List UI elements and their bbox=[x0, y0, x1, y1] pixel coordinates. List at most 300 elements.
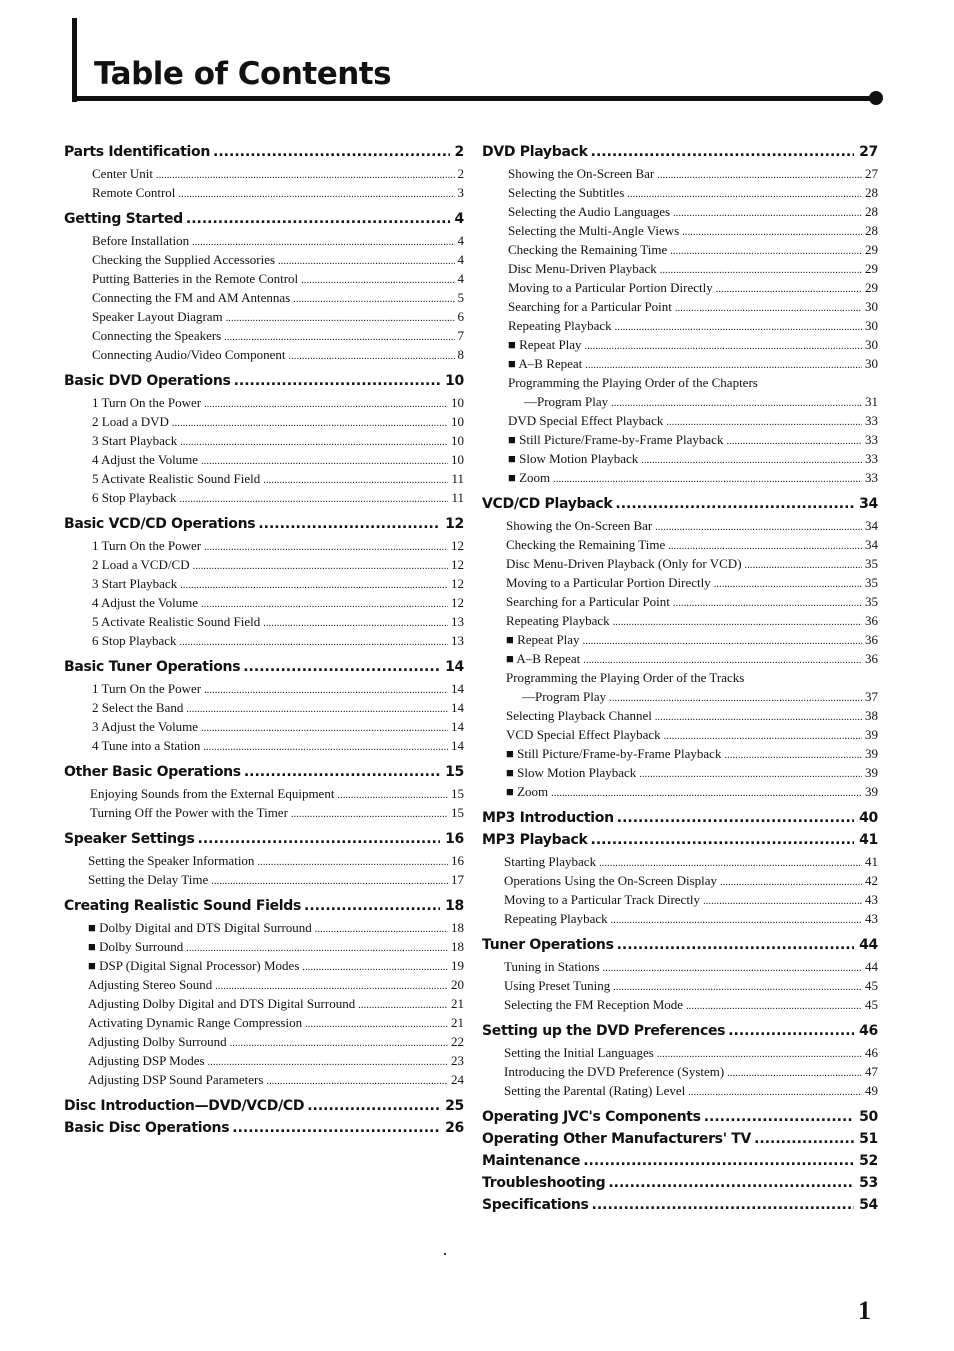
entry-title: Adjusting Stereo Sound bbox=[88, 977, 213, 992]
toc-entry[interactable] bbox=[64, 395, 464, 414]
toc-entry[interactable] bbox=[64, 939, 464, 958]
toc-section bbox=[482, 937, 878, 1016]
entry-title: Enjoying Sounds from the External Equipment bbox=[90, 786, 335, 801]
toc-entry[interactable] bbox=[482, 1064, 878, 1083]
toc-entry[interactable] bbox=[64, 1072, 464, 1091]
entry-title: 4 Adjust the Volume bbox=[92, 452, 199, 467]
dot-leader bbox=[615, 496, 854, 512]
section-gap bbox=[64, 652, 464, 659]
page-speck bbox=[444, 1253, 446, 1255]
toc-entry[interactable] bbox=[64, 958, 464, 977]
dot-leader bbox=[603, 963, 862, 974]
toc-entry[interactable] bbox=[482, 594, 878, 613]
toc-entry[interactable] bbox=[482, 204, 878, 223]
section-title: Speaker Settings bbox=[64, 831, 195, 847]
toc-entry[interactable] bbox=[64, 233, 464, 252]
entry-page-number: 34 bbox=[865, 537, 878, 552]
entry-page-number: 36 bbox=[865, 651, 878, 666]
entry-title: Checking the Supplied Accessories bbox=[92, 252, 276, 267]
toc-entry[interactable] bbox=[482, 261, 878, 280]
entry-page-number: 44 bbox=[865, 959, 878, 974]
dot-leader bbox=[266, 1076, 448, 1087]
toc-entry[interactable] bbox=[482, 413, 878, 432]
toc-entry[interactable] bbox=[482, 1083, 878, 1102]
entry-title: VCD Special Effect Playback bbox=[506, 727, 661, 742]
toc-section bbox=[64, 1120, 464, 1142]
entry-page-number: 43 bbox=[865, 911, 878, 926]
entry-title: Selecting Playback Channel bbox=[506, 708, 652, 723]
dot-leader bbox=[716, 284, 862, 295]
section-heading[interactable] bbox=[482, 1197, 878, 1219]
dot-leader bbox=[673, 208, 862, 219]
section-heading[interactable] bbox=[64, 764, 464, 786]
toc-entry[interactable] bbox=[482, 784, 878, 803]
dot-leader bbox=[724, 750, 862, 761]
toc-section bbox=[64, 898, 464, 1091]
entry-title: Selecting the Multi-Angle Views bbox=[508, 223, 680, 238]
section-page-number: 41 bbox=[859, 832, 878, 848]
dot-leader bbox=[201, 456, 448, 467]
toc-entry[interactable] bbox=[482, 670, 878, 689]
section-heading[interactable] bbox=[64, 659, 464, 681]
section-heading[interactable] bbox=[64, 373, 464, 395]
dot-leader bbox=[727, 1068, 862, 1079]
toc-entry[interactable] bbox=[482, 746, 878, 765]
dot-leader bbox=[615, 322, 862, 333]
toc-entry[interactable] bbox=[64, 738, 464, 757]
entry-page-number: 33 bbox=[865, 413, 878, 428]
section-page-number: 26 bbox=[445, 1120, 464, 1136]
toc-entry[interactable] bbox=[482, 166, 878, 185]
dot-leader bbox=[234, 373, 441, 389]
entry-page-number: 10 bbox=[451, 395, 464, 410]
entry-title: Adjusting Dolby Surround bbox=[88, 1034, 227, 1049]
section-heading[interactable] bbox=[64, 831, 464, 853]
toc-entry[interactable] bbox=[64, 471, 464, 490]
entry-title: Connecting the Speakers bbox=[92, 328, 222, 343]
section-heading[interactable] bbox=[64, 211, 464, 233]
toc-entry[interactable] bbox=[482, 727, 878, 746]
toc-entry[interactable] bbox=[482, 651, 878, 670]
section-page-number: 34 bbox=[859, 496, 878, 512]
toc-section bbox=[64, 764, 464, 824]
toc-section bbox=[482, 1197, 878, 1219]
toc-entry[interactable] bbox=[482, 765, 878, 784]
section-heading[interactable] bbox=[64, 1098, 464, 1120]
dot-leader bbox=[186, 211, 450, 227]
toc-entry[interactable] bbox=[482, 556, 878, 575]
toc-entry[interactable] bbox=[64, 872, 464, 891]
toc-entry[interactable] bbox=[64, 252, 464, 271]
toc-entry[interactable] bbox=[64, 309, 464, 328]
dot-leader bbox=[278, 256, 454, 267]
entry-title: 2 Load a VCD/CD bbox=[92, 557, 190, 572]
dot-leader bbox=[243, 659, 440, 675]
dot-leader bbox=[201, 599, 448, 610]
entry-page-number: 29 bbox=[865, 280, 878, 295]
entry-page-number: 43 bbox=[865, 892, 878, 907]
entry-page-number: 39 bbox=[865, 727, 878, 742]
entry-page-number: 34 bbox=[865, 518, 878, 533]
section-gap bbox=[64, 824, 464, 831]
toc-entry[interactable] bbox=[64, 290, 464, 309]
toc-entry[interactable] bbox=[482, 873, 878, 892]
section-gap bbox=[482, 930, 878, 937]
dot-leader bbox=[704, 1109, 854, 1125]
toc-entry[interactable] bbox=[64, 433, 464, 452]
entry-title: 5 Activate Realistic Sound Field bbox=[92, 614, 261, 629]
toc-entry[interactable] bbox=[482, 185, 878, 204]
toc-section bbox=[482, 810, 878, 832]
entry-page-number: 7 bbox=[457, 328, 464, 343]
toc-entry[interactable] bbox=[64, 414, 464, 433]
dot-leader bbox=[592, 1197, 855, 1213]
dot-leader bbox=[304, 898, 440, 914]
entry-title: Activating Dynamic Range Compression bbox=[88, 1015, 303, 1030]
toc-entry[interactable] bbox=[482, 892, 878, 911]
entry-title: Moving to a Particular Track Directly bbox=[504, 892, 701, 907]
dot-leader bbox=[305, 1019, 448, 1030]
dot-leader bbox=[655, 712, 862, 723]
toc-entry[interactable] bbox=[482, 318, 878, 337]
dot-leader bbox=[728, 1023, 854, 1039]
dot-leader bbox=[192, 237, 454, 248]
entry-title: DVD Special Effect Playback bbox=[508, 413, 664, 428]
entry-title: Disc Menu-Driven Playback bbox=[508, 261, 657, 276]
toc-entry[interactable] bbox=[482, 978, 878, 997]
toc-entry[interactable] bbox=[64, 786, 464, 805]
dot-leader bbox=[211, 876, 448, 887]
entry-page-number: 10 bbox=[451, 414, 464, 429]
entry-page-number: 30 bbox=[865, 356, 878, 371]
dot-leader bbox=[213, 144, 450, 160]
toc-entry[interactable] bbox=[482, 689, 878, 708]
entry-title: Starting Playback bbox=[504, 854, 597, 869]
toc-entry[interactable] bbox=[64, 490, 464, 509]
toc-entry[interactable] bbox=[64, 185, 464, 204]
toc-entry[interactable] bbox=[64, 271, 464, 290]
toc-entry[interactable] bbox=[482, 575, 878, 594]
dot-leader bbox=[198, 831, 441, 847]
entry-title: Setting the Parental (Rating) Level bbox=[504, 1083, 686, 1098]
toc-section bbox=[482, 1131, 878, 1153]
section-heading[interactable] bbox=[64, 1120, 464, 1142]
toc-entry[interactable] bbox=[64, 633, 464, 652]
section-gap bbox=[482, 803, 878, 810]
dot-leader bbox=[358, 1000, 448, 1011]
entry-page-number: 8 bbox=[457, 347, 464, 362]
section-gap bbox=[64, 1091, 464, 1098]
dot-leader bbox=[258, 516, 440, 532]
toc-entry[interactable] bbox=[64, 681, 464, 700]
entry-title: 1 Turn On the Power bbox=[92, 395, 202, 410]
section-gap bbox=[64, 204, 464, 211]
toc-section bbox=[64, 144, 464, 204]
section-heading[interactable] bbox=[482, 1131, 878, 1153]
dot-leader bbox=[714, 579, 862, 590]
toc-entry[interactable] bbox=[482, 470, 878, 489]
toc-section bbox=[482, 1023, 878, 1102]
section-title: Other Basic Operations bbox=[64, 764, 241, 780]
dot-leader bbox=[591, 832, 855, 848]
dot-leader bbox=[613, 982, 862, 993]
entry-title: Before Installation bbox=[92, 233, 190, 248]
toc-entry[interactable] bbox=[482, 854, 878, 873]
section-page-number: 54 bbox=[859, 1197, 878, 1213]
entry-page-number: 30 bbox=[865, 318, 878, 333]
entry-page-number: 15 bbox=[451, 786, 464, 801]
entry-title: 3 Start Playback bbox=[92, 433, 178, 448]
toc-entry[interactable] bbox=[64, 977, 464, 996]
entry-page-number: 14 bbox=[451, 700, 464, 715]
section-title: Operating JVC's Components bbox=[482, 1109, 701, 1125]
section-heading[interactable] bbox=[482, 1175, 878, 1197]
entry-title: Selecting the FM Reception Mode bbox=[504, 997, 684, 1012]
toc-entry[interactable] bbox=[64, 920, 464, 939]
toc-entry[interactable] bbox=[482, 537, 878, 556]
entry-title: ■ A–B Repeat bbox=[506, 651, 581, 666]
section-title: DVD Playback bbox=[482, 144, 588, 160]
entry-page-number: 33 bbox=[865, 451, 878, 466]
section-heading[interactable] bbox=[64, 516, 464, 538]
section-page-number: 12 bbox=[445, 516, 464, 532]
entry-page-number: 39 bbox=[865, 784, 878, 799]
entry-page-number: 11 bbox=[451, 490, 464, 505]
entry-title: ■ Dolby Digital and DTS Digital Surround bbox=[88, 920, 312, 935]
dot-leader bbox=[180, 437, 448, 448]
dot-leader bbox=[307, 1098, 440, 1114]
toc-entry[interactable] bbox=[64, 1015, 464, 1034]
entry-page-number: 39 bbox=[865, 746, 878, 761]
entry-title: Moving to a Particular Portion Directly bbox=[506, 575, 711, 590]
section-heading[interactable] bbox=[482, 937, 878, 959]
entry-title: Introducing the DVD Preference (System) bbox=[504, 1064, 725, 1079]
entry-page-number: 11 bbox=[451, 471, 464, 486]
section-page-number: 15 bbox=[445, 764, 464, 780]
toc-entry[interactable] bbox=[64, 595, 464, 614]
section-page-number: 25 bbox=[445, 1098, 464, 1114]
dot-leader bbox=[232, 1120, 440, 1136]
entry-page-number: 35 bbox=[865, 575, 878, 590]
entry-title: —Program Play bbox=[524, 394, 609, 409]
section-heading[interactable] bbox=[64, 898, 464, 920]
entry-page-number: 13 bbox=[451, 633, 464, 648]
toc-entry[interactable] bbox=[482, 223, 878, 242]
toc-entry[interactable] bbox=[64, 805, 464, 824]
dot-leader bbox=[655, 522, 862, 533]
dot-leader bbox=[553, 474, 862, 485]
toc-entry[interactable] bbox=[482, 356, 878, 375]
toc-entry[interactable] bbox=[64, 166, 464, 185]
section-page-number: 40 bbox=[859, 810, 878, 826]
section-page-number: 46 bbox=[859, 1023, 878, 1039]
section-heading[interactable] bbox=[482, 496, 878, 518]
toc-right-column bbox=[482, 144, 878, 1219]
dot-leader bbox=[585, 360, 862, 371]
entry-title: Moving to a Particular Portion Directly bbox=[508, 280, 713, 295]
page-number: 1 bbox=[858, 1296, 871, 1325]
entry-page-number: 29 bbox=[865, 261, 878, 276]
dot-leader bbox=[641, 455, 862, 466]
dot-leader bbox=[611, 915, 862, 926]
entry-page-number: 12 bbox=[451, 595, 464, 610]
section-heading[interactable] bbox=[482, 1153, 878, 1175]
entry-title: 4 Adjust the Volume bbox=[92, 595, 199, 610]
entry-title: Showing the On-Screen Bar bbox=[506, 518, 653, 533]
entry-title: 1 Turn On the Power bbox=[92, 681, 202, 696]
toc-left-column bbox=[64, 144, 464, 1142]
page-title: Table of Contents bbox=[94, 56, 392, 92]
dot-leader bbox=[186, 943, 448, 954]
entry-page-number: 13 bbox=[451, 614, 464, 629]
section-gap bbox=[64, 891, 464, 898]
toc-section bbox=[64, 1098, 464, 1120]
toc-entry[interactable] bbox=[482, 394, 878, 413]
entry-title: Programming the Playing Order of the Tracks bbox=[506, 670, 745, 685]
dot-leader bbox=[745, 560, 862, 571]
dot-leader bbox=[178, 189, 454, 200]
entry-title: ■ Repeat Play bbox=[506, 632, 580, 647]
toc-entry[interactable] bbox=[64, 700, 464, 719]
toc-section bbox=[64, 659, 464, 757]
entry-title: Searching for a Particular Point bbox=[506, 594, 670, 609]
entry-title: Connecting Audio/Video Component bbox=[92, 347, 286, 362]
toc-entry[interactable] bbox=[64, 996, 464, 1015]
dot-leader bbox=[230, 1038, 448, 1049]
dot-leader bbox=[599, 858, 862, 869]
toc-entry[interactable] bbox=[482, 1045, 878, 1064]
dot-leader bbox=[302, 962, 448, 973]
toc-entry[interactable] bbox=[482, 299, 878, 318]
entry-page-number: 37 bbox=[865, 689, 878, 704]
entry-page-number: 36 bbox=[865, 613, 878, 628]
section-heading[interactable] bbox=[64, 144, 464, 166]
entry-page-number: 17 bbox=[451, 872, 464, 887]
entry-title: ■ Still Picture/Frame-by-Frame Playback bbox=[506, 746, 722, 761]
toc-entry[interactable] bbox=[64, 1034, 464, 1053]
dot-leader bbox=[617, 810, 854, 826]
section-title: Basic VCD/CD Operations bbox=[64, 516, 256, 532]
section-page-number: 50 bbox=[859, 1109, 878, 1125]
entry-title: Speaker Layout Diagram bbox=[92, 309, 223, 324]
dot-leader bbox=[204, 685, 448, 696]
entry-title: —Program Play bbox=[522, 689, 607, 704]
entry-title: Center Unit bbox=[92, 166, 154, 181]
entry-page-number: 22 bbox=[451, 1034, 464, 1049]
toc-section bbox=[482, 144, 878, 489]
toc-section bbox=[482, 1175, 878, 1197]
toc-entry[interactable] bbox=[482, 242, 878, 261]
toc-entry[interactable] bbox=[482, 432, 878, 451]
section-title: Getting Started bbox=[64, 211, 183, 227]
toc-entry[interactable] bbox=[482, 280, 878, 299]
toc-entry[interactable] bbox=[64, 538, 464, 557]
entry-page-number: 12 bbox=[451, 576, 464, 591]
section-title: Basic Disc Operations bbox=[64, 1120, 230, 1136]
section-heading[interactable] bbox=[482, 1023, 878, 1045]
entry-title: Repeating Playback bbox=[508, 318, 612, 333]
section-heading[interactable] bbox=[482, 810, 878, 832]
toc-entry[interactable] bbox=[482, 708, 878, 727]
section-gap bbox=[64, 509, 464, 516]
toc-entry[interactable] bbox=[64, 328, 464, 347]
toc-entry[interactable] bbox=[64, 853, 464, 872]
entry-title: Tuning in Stations bbox=[504, 959, 600, 974]
section-page-number: 2 bbox=[454, 144, 464, 160]
entry-page-number: 29 bbox=[865, 242, 878, 257]
toc-entry[interactable] bbox=[64, 719, 464, 738]
dot-leader bbox=[301, 275, 454, 286]
toc-entry[interactable] bbox=[64, 452, 464, 471]
entry-title: Setting the Initial Languages bbox=[504, 1045, 654, 1060]
dot-leader bbox=[288, 351, 454, 362]
section-heading[interactable] bbox=[482, 832, 878, 854]
section-page-number: 4 bbox=[454, 211, 464, 227]
toc-entry[interactable] bbox=[482, 451, 878, 470]
dot-leader bbox=[703, 896, 862, 907]
dot-leader bbox=[583, 655, 862, 666]
toc-entry[interactable] bbox=[482, 337, 878, 356]
entry-title: ■ Dolby Surround bbox=[88, 939, 184, 954]
entry-page-number: 36 bbox=[865, 632, 878, 647]
entry-title: 3 Start Playback bbox=[92, 576, 178, 591]
toc-entry[interactable] bbox=[482, 997, 878, 1016]
entry-page-number: 28 bbox=[865, 185, 878, 200]
entry-title: Disc Menu-Driven Playback (Only for VCD) bbox=[506, 556, 742, 571]
section-gap bbox=[482, 1016, 878, 1023]
toc-entry[interactable] bbox=[482, 911, 878, 930]
toc-entry[interactable] bbox=[64, 347, 464, 366]
dot-leader bbox=[583, 1153, 854, 1169]
entry-title: Putting Batteries in the Remote Control bbox=[92, 271, 299, 286]
dot-leader bbox=[617, 937, 855, 953]
section-page-number: 18 bbox=[445, 898, 464, 914]
toc-entry[interactable] bbox=[482, 375, 878, 394]
entry-title: Adjusting Dolby Digital and DTS Digital Surround bbox=[88, 996, 356, 1011]
dot-leader bbox=[682, 227, 862, 238]
section-title: Specifications bbox=[482, 1197, 589, 1213]
section-title: Basic Tuner Operations bbox=[64, 659, 241, 675]
toc-entry[interactable] bbox=[64, 1053, 464, 1072]
toc-section bbox=[64, 516, 464, 652]
toc-entry[interactable] bbox=[482, 632, 878, 651]
toc-entry[interactable] bbox=[482, 613, 878, 632]
section-page-number: 52 bbox=[859, 1153, 878, 1169]
dot-leader bbox=[686, 1001, 862, 1012]
entry-title: Remote Control bbox=[92, 185, 176, 200]
section-title: Troubleshooting bbox=[482, 1175, 606, 1191]
section-heading[interactable] bbox=[482, 144, 878, 166]
toc-entry[interactable] bbox=[64, 614, 464, 633]
section-gap bbox=[64, 757, 464, 764]
dot-leader bbox=[670, 246, 862, 257]
entry-title: Showing the On-Screen Bar bbox=[508, 166, 655, 181]
entry-title: ■ Repeat Play bbox=[508, 337, 582, 352]
toc-entry[interactable] bbox=[482, 959, 878, 978]
entry-title: 1 Turn On the Power bbox=[92, 538, 202, 553]
section-heading[interactable] bbox=[482, 1109, 878, 1131]
toc-entry[interactable] bbox=[64, 576, 464, 595]
toc-entry[interactable] bbox=[64, 557, 464, 576]
toc-entry[interactable] bbox=[482, 518, 878, 537]
entry-page-number: 15 bbox=[451, 805, 464, 820]
entry-page-number: 30 bbox=[865, 337, 878, 352]
entry-title: Checking the Remaining Time bbox=[508, 242, 668, 257]
section-title: MP3 Playback bbox=[482, 832, 588, 848]
entry-page-number: 39 bbox=[865, 765, 878, 780]
dot-leader bbox=[193, 561, 448, 572]
dot-leader bbox=[244, 764, 440, 780]
